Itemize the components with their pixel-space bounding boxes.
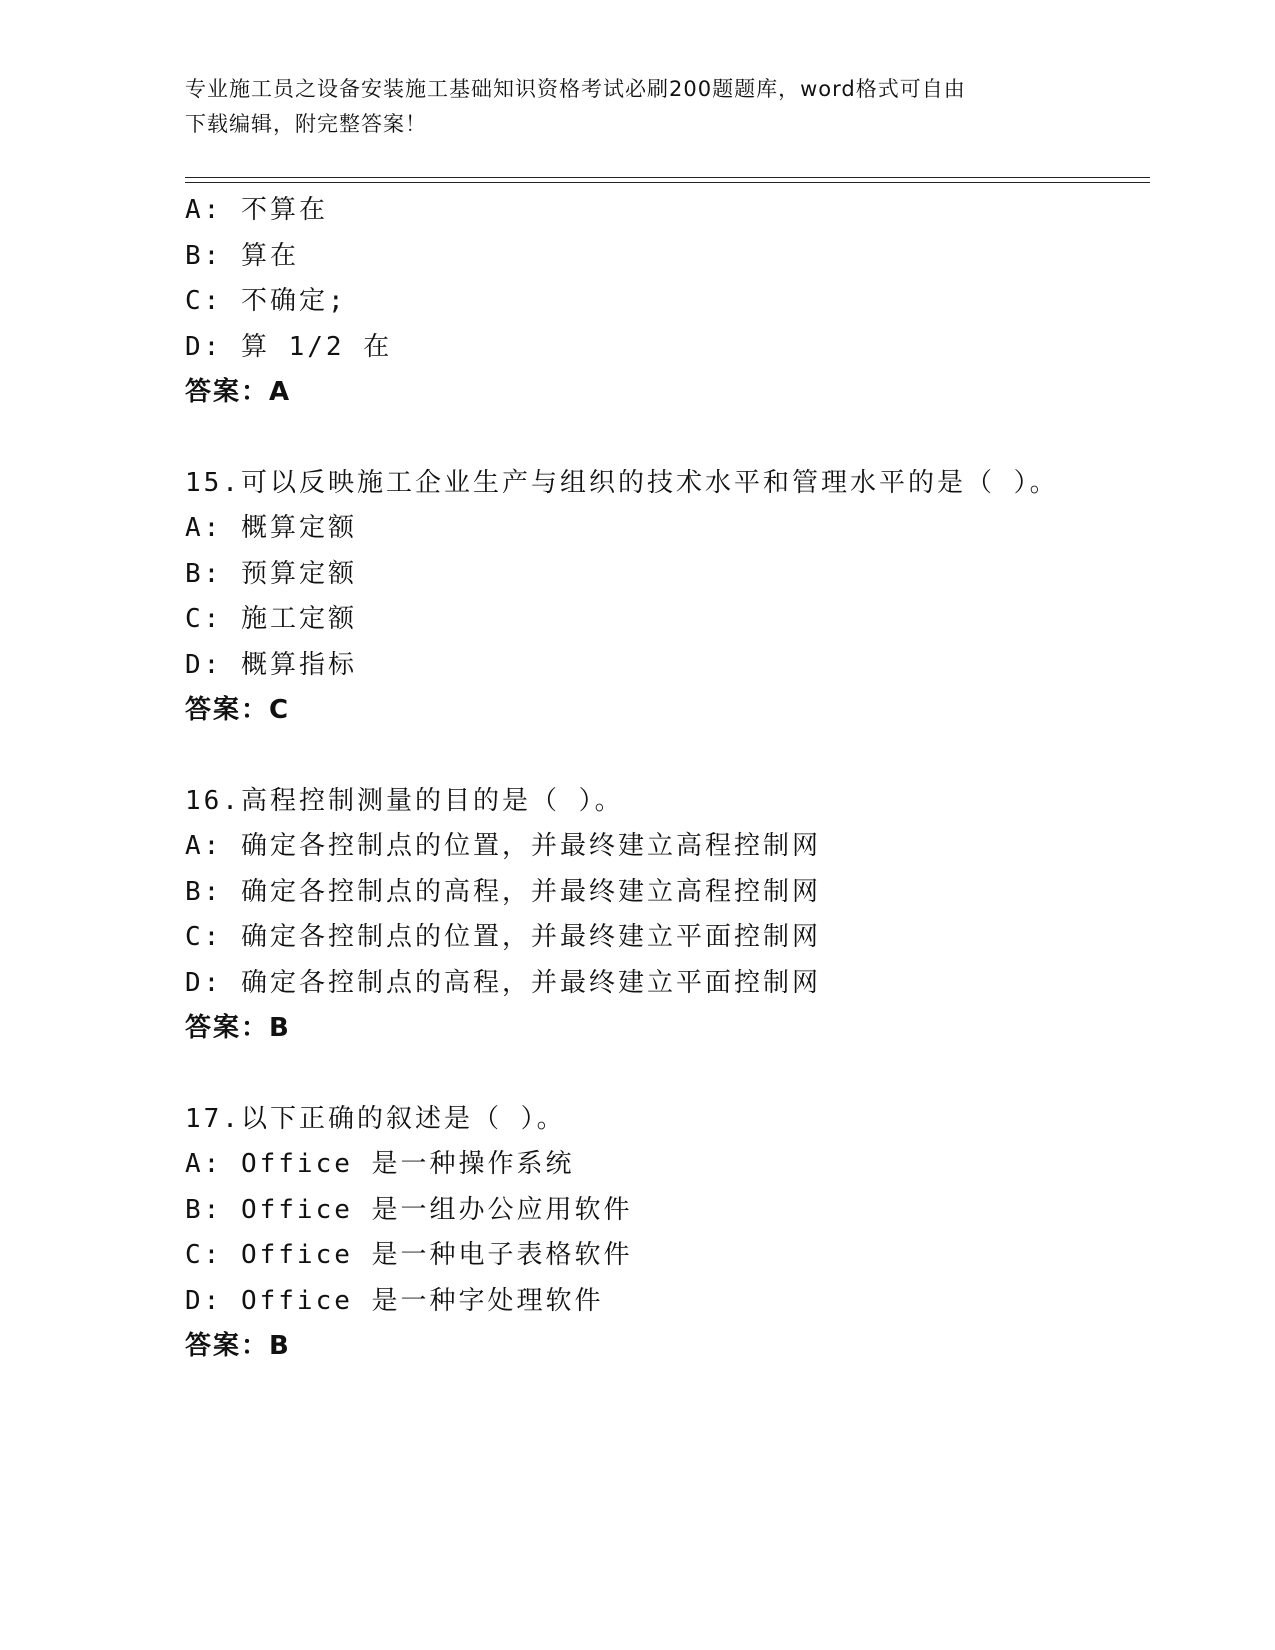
option-c: C: 施工定额 xyxy=(185,604,357,634)
option-b: B: 确定各控制点的高程，并最终建立高程控制网 xyxy=(185,876,821,907)
option-b: B: 预算定额 xyxy=(185,558,357,589)
question-block xyxy=(185,779,1150,1052)
option-a: A: 不算在 xyxy=(185,195,328,225)
option-c: C: 不确定; xyxy=(185,286,347,316)
question-text: 17.以下正确的叙述是（ ）。 xyxy=(185,1103,566,1134)
header-divider-top xyxy=(185,177,1150,178)
option-c: C: 确定各控制点的位置，并最终建立平面控制网 xyxy=(185,922,821,952)
question-text: 15.可以反映施工企业生产与组织的技术水平和管理水平的是（ ）。 xyxy=(185,467,1059,498)
question-text: 16.高程控制测量的目的是（ ）。 xyxy=(185,785,624,816)
answer-line: 答案：B xyxy=(185,1331,291,1361)
option-a: A: Office 是一种操作系统 xyxy=(185,1149,575,1179)
answer-line: 答案：B xyxy=(185,1013,291,1043)
document-header xyxy=(185,72,1085,142)
option-b: B: 算在 xyxy=(185,240,299,271)
header-line-1: 专业施工员之设备安装施工基础知识资格考试必刷200题题库，word格式可自由 xyxy=(185,77,966,101)
option-d: D: 算 1/2 在 xyxy=(185,331,393,362)
option-c: C: Office 是一种电子表格软件 xyxy=(185,1240,633,1270)
option-d: D: 概算指标 xyxy=(185,649,357,680)
option-d: D: Office 是一种字处理软件 xyxy=(185,1285,604,1316)
header-line-2: 下载编辑，附完整答案！ xyxy=(185,112,427,136)
question-block xyxy=(185,1097,1150,1370)
question-block xyxy=(185,188,1150,416)
answer-line: 答案：C xyxy=(185,695,291,725)
option-a: A: 概算定额 xyxy=(185,513,357,543)
question-block xyxy=(185,461,1150,734)
option-a: A: 确定各控制点的位置，并最终建立高程控制网 xyxy=(185,831,821,861)
header-divider-bottom xyxy=(185,182,1150,183)
answer-line: 答案：A xyxy=(185,377,292,407)
option-d: D: 确定各控制点的高程，并最终建立平面控制网 xyxy=(185,967,821,998)
option-b: B: Office 是一组办公应用软件 xyxy=(185,1194,633,1225)
question-list xyxy=(185,188,1150,1370)
